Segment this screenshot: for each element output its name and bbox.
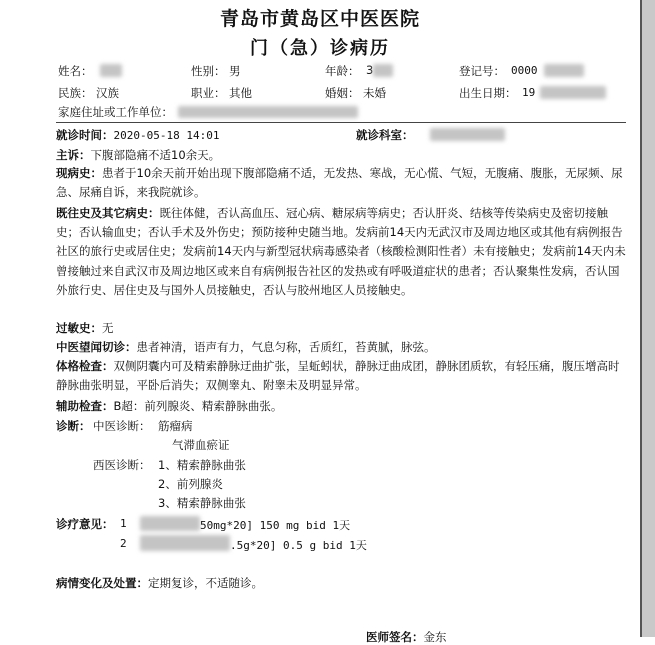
physical-exam [56, 357, 626, 395]
reg-label: 登记号： [459, 64, 505, 78]
marriage-value: 未婚 [363, 86, 386, 100]
complaint-label: 主诉： [56, 148, 91, 162]
visit-time-value: 2020-05-18 14:01 [113, 129, 220, 142]
allergy-history [56, 320, 114, 336]
dob-label: 出生日期： [459, 86, 517, 100]
address-redacted [178, 106, 358, 118]
sign-label: 医师签名： [366, 630, 424, 644]
record-title: 门（急）诊病历 [250, 38, 390, 59]
allergy-label: 过敏史： [56, 321, 102, 335]
change-text: 定期复诊，不适随诊。 [148, 576, 263, 590]
rx-2-number: 2 [120, 537, 127, 550]
name-label: 姓名： [58, 64, 93, 78]
tcm-diagnosis-2: 气滞血瘀证 [172, 438, 230, 452]
west-diagnosis-1: 1、精索静脉曲张 [158, 458, 246, 472]
dob-value: 19 [522, 86, 536, 99]
present-label: 现病史： [56, 166, 102, 180]
doctor-signature [366, 629, 447, 645]
dept-redacted [430, 128, 505, 141]
rx-2-dosage: .5g*20] 0.5 g bid 1天 [230, 539, 367, 552]
visit-time-label: 就诊时间： [56, 128, 114, 142]
complaint-text: 下腹部隐痛不适10余天。 [90, 148, 221, 162]
visit-dept-label: 就诊科室： [356, 128, 414, 142]
age-redacted [373, 64, 393, 77]
tcm-diagnosis-1: 筋瘤病 [158, 419, 193, 433]
reg-redacted [544, 64, 584, 77]
treatment-label: 诊疗意见： [56, 517, 114, 531]
job-value: 其他 [229, 86, 252, 100]
diagnosis-label: 诊断： [56, 419, 91, 433]
present-illness [56, 164, 626, 202]
west-diagnosis-2: 2、前列腺炎 [158, 477, 223, 491]
hospital-name: 青岛市黄岛区中医医院 [219, 8, 420, 30]
reg-value: 0000 [511, 64, 538, 77]
marriage-label: 婚姻： [325, 86, 360, 100]
past-history [56, 204, 626, 300]
rx-2-drug-redacted [140, 535, 230, 551]
past-label: 既往史及其它病史： [56, 206, 160, 220]
page-right-margin [640, 0, 655, 637]
present-text: 患者于10余天前开始出现下腹部隐痛不适，无发热、寒战，无心慌、气短，无腹痛、腹胀，无尿频、尿急、尿痛自诉，来我院就诊。 [56, 166, 623, 200]
chief-complaint [56, 147, 220, 163]
past-text: 既往体健，否认高血压、冠心病、糖尿病等病史；否认肝炎、结核等传染病史及密切接触史；否认输血史；否认手术及外伤史；预防接种史随当地。发病前14天内无武汉市及周边地区或其他有病例报告社区的旅行史或居住史；发病前14天内与新型冠状病毒感染者（核酸检测阳性者）未有接触史；发病前14天内未曾接触过来自武汉市及周边地区或来自有病例报告社区的发热或有呼吸道症状的患者；否认聚集性发病，否认国外旅行史、居住史及与国外人员接触史，否认与胶州地区人员接触史。 [56, 206, 626, 297]
tcm-diagnosis-label: 中医诊断： [93, 419, 151, 433]
name-redacted [100, 64, 122, 77]
west-diagnosis-3: 3、精索静脉曲张 [158, 496, 246, 510]
allergy-text: 无 [102, 321, 114, 335]
dob-redacted [540, 86, 606, 99]
condition-change [56, 575, 263, 591]
tcm-inspection [56, 339, 436, 355]
west-diagnosis-label: 西医诊断： [93, 458, 151, 472]
ethnic-value: 汉族 [96, 86, 119, 100]
age-value: 3 [366, 63, 374, 77]
rx-1-drug-redacted [140, 516, 200, 531]
rx-1-number: 1 [120, 517, 127, 530]
job-label: 职业： [191, 86, 226, 100]
header-divider [56, 122, 626, 123]
age-label: 年龄： [325, 64, 360, 78]
aux-label: 辅助检查： [56, 399, 114, 413]
aux-text: B超：前列腺炎、精索静脉曲张。 [113, 399, 283, 413]
auxiliary-exam [56, 398, 282, 414]
change-label: 病情变化及处置： [56, 576, 148, 590]
exam-label: 体格检查： [56, 359, 114, 373]
exam-text: 双侧阴囊内可及精索静脉迂曲扩张，呈蚯蚓状，静脉迂曲成团，静脉团质软，有轻压痛，腹压增高时静脉曲张明显，平卧后消失；双侧睾丸、附睾未及明显异常。 [56, 359, 620, 393]
tcm-text: 患者神清，语声有力，气息匀称，舌质红，苔黄腻，脉弦。 [136, 340, 436, 354]
visit-time [56, 127, 219, 143]
gender-value: 男 [229, 64, 241, 78]
gender-label: 性别： [191, 64, 226, 78]
tcm-label: 中医望闻切诊： [56, 340, 137, 354]
rx-1-dosage: 50mg*20] 150 mg bid 1天 [200, 519, 351, 532]
address-label: 家庭住址或工作单位： [58, 105, 173, 119]
page-edge-line [640, 0, 642, 637]
sign-value: 金东 [423, 630, 447, 644]
ethnic-label: 民族： [58, 86, 93, 100]
